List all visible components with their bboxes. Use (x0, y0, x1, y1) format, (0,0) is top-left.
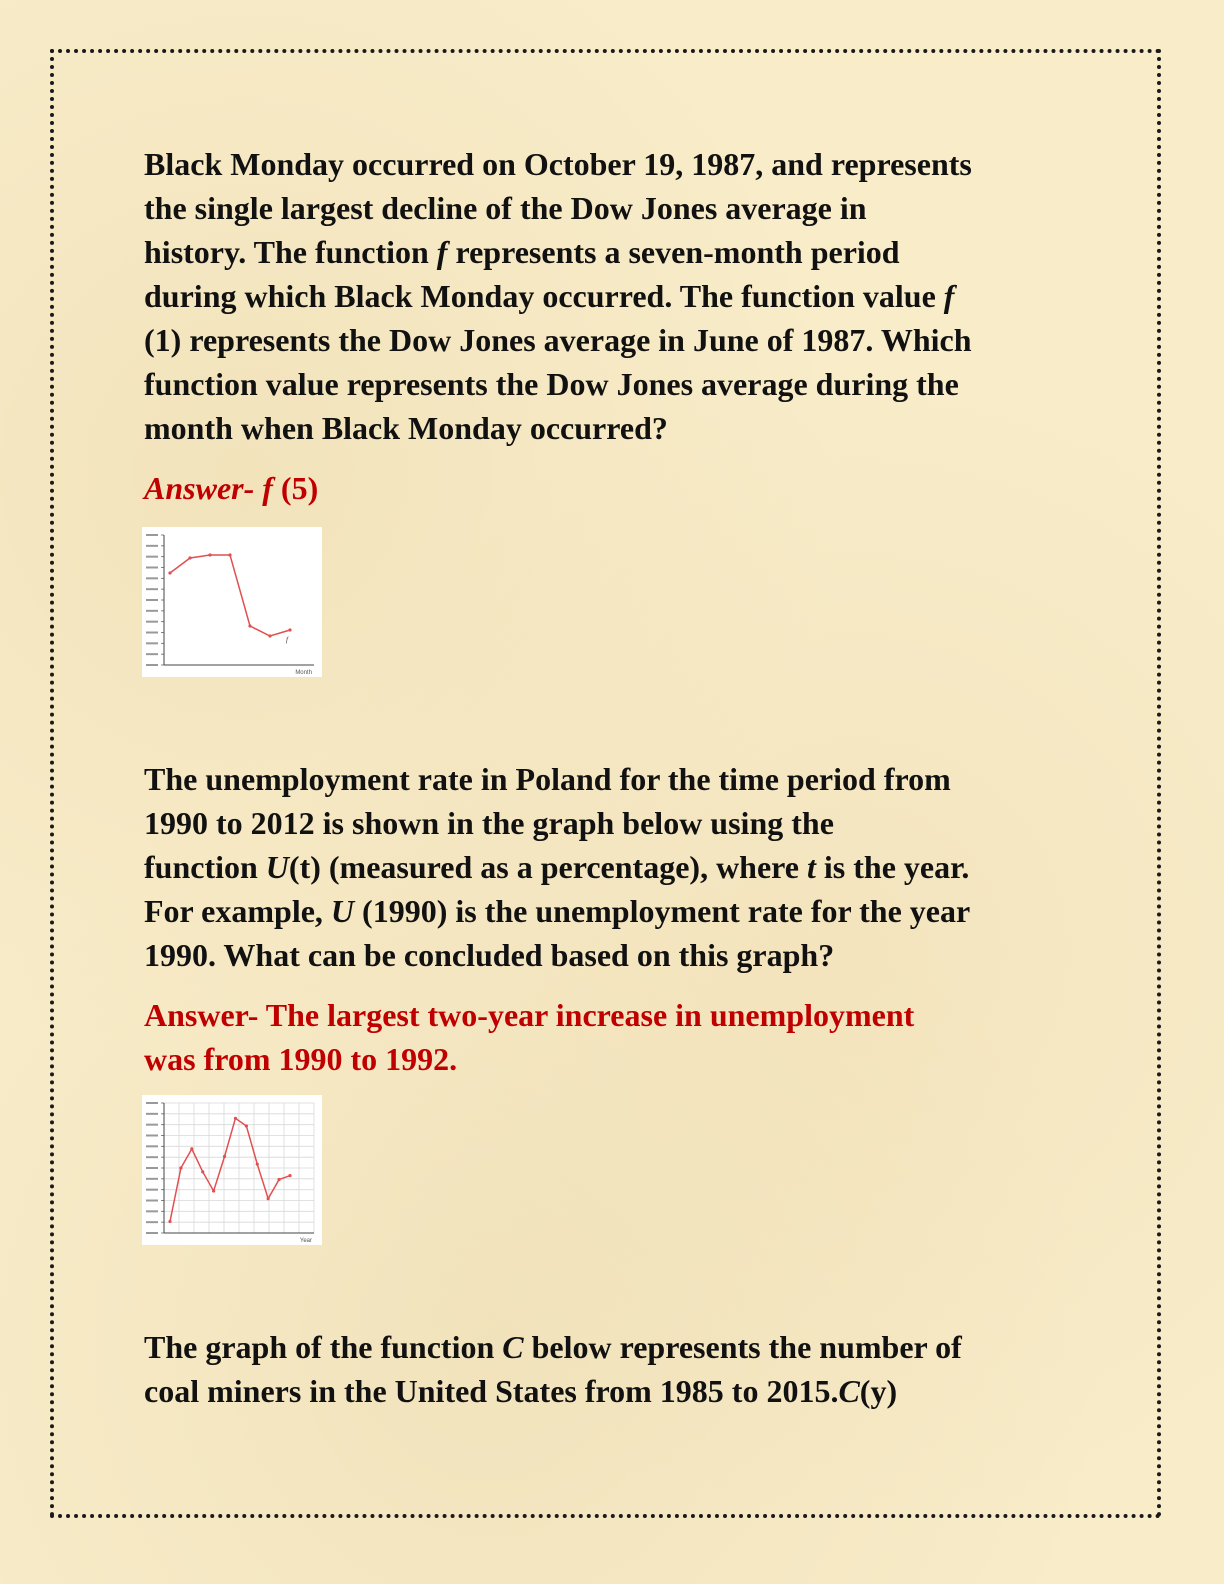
y-tick-label (146, 556, 158, 558)
answer-f: f (262, 470, 273, 506)
q2-line (144, 845, 1084, 889)
x-axis-label: Year (299, 1238, 312, 1244)
q2-italic-t: t (807, 849, 816, 885)
y-tick-label (146, 1135, 158, 1137)
q3-text: The graph of the function (144, 1329, 503, 1365)
y-tick-label (146, 1167, 158, 1169)
data-point (208, 553, 211, 556)
data-point (288, 1174, 291, 1177)
y-tick-label (146, 1102, 158, 1104)
q1-line: month when Black Monday occurred? (144, 410, 668, 446)
q1-italic-f: f (943, 278, 955, 314)
q1-line: (1) represents the Dow Jones average in June of 1987. Which (144, 322, 972, 358)
y-tick-label (146, 534, 158, 536)
data-point (256, 1163, 259, 1166)
y-tick-label (146, 1210, 158, 1212)
chart-unemployment-svg (142, 1095, 322, 1245)
data-point (228, 553, 231, 556)
data-point (168, 1220, 171, 1223)
chart-dow-jones (142, 527, 322, 677)
q3-text: (y) (859, 1373, 898, 1409)
y-tick-label (146, 1156, 158, 1158)
answer-text: (5) (272, 470, 319, 506)
question-1 (144, 142, 1084, 510)
data-point (245, 1124, 248, 1127)
data-point (168, 571, 171, 574)
y-tick-label (146, 610, 158, 612)
answer-label: Answer- (144, 470, 263, 506)
q2-line (144, 889, 1084, 933)
q1-answer (144, 466, 1084, 510)
question-2 (144, 757, 1084, 1081)
q2-text: For example, (144, 893, 331, 929)
data-point (179, 1166, 182, 1169)
q3-text: below represents the number of (523, 1329, 962, 1365)
q1-text: during which Black Monday occurred. The function value (144, 278, 944, 314)
y-tick-label (146, 1113, 158, 1115)
q1-italic-f: f (436, 234, 448, 270)
series-line (170, 555, 290, 636)
data-point (248, 624, 251, 627)
data-point (190, 1147, 193, 1150)
q1-line: the single largest decline of the Dow Jones average in (144, 190, 867, 226)
data-point (201, 1170, 204, 1173)
y-tick-label (146, 599, 158, 601)
y-tick-label (146, 577, 158, 579)
q1-text: history. The function (144, 234, 437, 270)
y-tick-label (146, 1124, 158, 1126)
question-3 (144, 1325, 1084, 1413)
q3-italic-c: C (502, 1329, 524, 1365)
q1-line: Black Monday occurred on October 19, 1987, and represents (144, 146, 972, 182)
q2-line: 1990. What can be concluded based on this graph? (144, 937, 835, 973)
data-point (234, 1117, 237, 1120)
y-tick-label (146, 653, 158, 655)
q2-text: function (144, 849, 266, 885)
q2-text: (t) (measured as a percentage), where (288, 849, 807, 885)
q3-line (144, 1369, 1084, 1413)
y-tick-label (146, 545, 158, 547)
y-tick-label (146, 588, 158, 590)
q1-line (144, 230, 1084, 274)
y-tick-label (146, 1200, 158, 1202)
y-tick-label (146, 1232, 158, 1234)
data-point (188, 556, 191, 559)
q2-answer: Answer- The largest two-year increase in unemployment (144, 997, 915, 1033)
data-point (212, 1189, 215, 1192)
chart-dow-jones-svg (142, 527, 322, 677)
y-tick-label (146, 1221, 158, 1223)
y-tick-label (146, 1145, 158, 1147)
series-line (170, 1118, 290, 1221)
q2-italic-u: U (265, 849, 289, 885)
y-tick-label (146, 1189, 158, 1191)
q1-line: function value represents the Dow Jones average during the (144, 366, 959, 402)
y-tick-label (146, 1178, 158, 1180)
data-point (277, 1178, 280, 1181)
q2-italic-u: U (330, 893, 355, 929)
q2-answer: was from 1990 to 1992. (144, 1041, 458, 1077)
y-tick-label (146, 632, 158, 634)
x-axis-label: Month (295, 670, 312, 676)
y-tick-label (146, 567, 158, 569)
q3-line (144, 1325, 1084, 1369)
q1-line (144, 274, 1084, 318)
data-point (288, 628, 291, 631)
series-label: f (286, 636, 288, 644)
data-point (267, 1197, 270, 1200)
chart-unemployment (142, 1095, 322, 1245)
q2-line: 1990 to 2012 is shown in the graph below using the (144, 805, 834, 841)
data-point (223, 1155, 226, 1158)
data-point (268, 634, 271, 637)
q3-text: coal miners in the United States from 1985 to 2015. (144, 1373, 839, 1409)
y-tick-label (146, 621, 158, 623)
q3-italic-c: C (838, 1373, 860, 1409)
q2-text: is the year. (815, 849, 970, 885)
q2-line: The unemployment rate in Poland for the time period from (144, 761, 951, 797)
q2-text: (1990) is the unemployment rate for the year (354, 893, 971, 929)
q1-text: represents a seven-month period (447, 234, 900, 270)
y-tick-label (146, 664, 158, 666)
y-tick-label (146, 642, 158, 644)
